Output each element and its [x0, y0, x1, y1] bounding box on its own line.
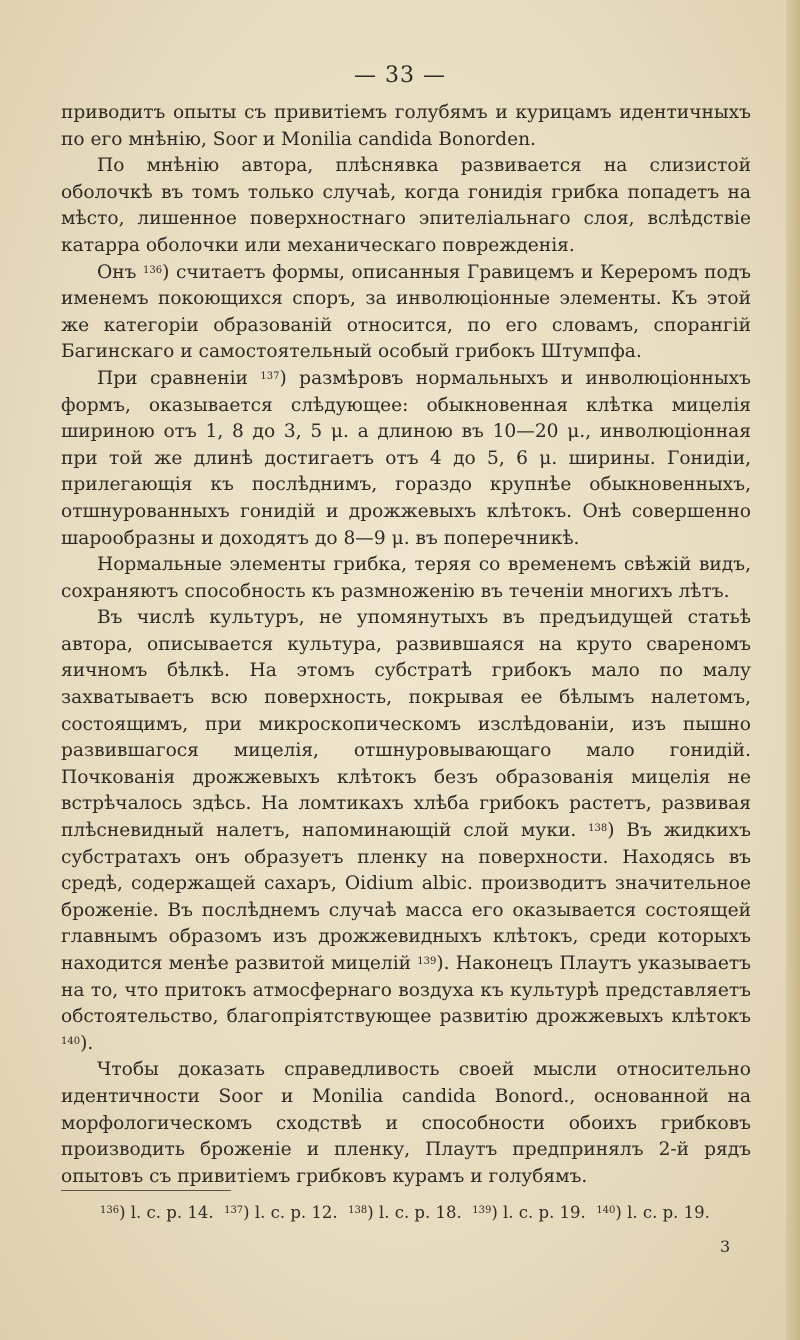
- footnote-ref-139: 139: [417, 956, 437, 967]
- footnote-137-text: ) l. c. p. 12.: [243, 1203, 338, 1222]
- page-number: — 33 —: [354, 63, 446, 88]
- footnote-138-text: ) l. c. p. 18.: [367, 1203, 462, 1222]
- footnote-137: [224, 1203, 338, 1222]
- footnotes: [100, 1202, 760, 1224]
- footnote-140: [596, 1203, 710, 1222]
- paragraph-3-text: считаетъ формы, описанныя Гравицемъ и Кереромъ подъ именемъ покоющихся споръ, за инволюціонные элементы. Къ этой же категоріи образованій относится, по его словамъ, спорангій Багинскаго и самостоятельный особый грибокъ Штумпфа.: [61, 261, 751, 363]
- paragraph-6-continuation: Въ жидкихъ субстратахъ онъ образуетъ пленку на поверхности. Находясь въ средѣ, содержащей сахаръ, Oidium albic. производитъ значительное броженіе. Въ послѣднемъ случаѣ масса его оказывается состоящей главнымъ образомъ изъ дрожжевидныхъ клѣтокъ, среди которыхъ находится менѣе развитой мицелій: [61, 820, 751, 974]
- footnote-136-number: 136: [100, 1205, 120, 1216]
- paragraph-4-lead: При сравненіи: [97, 367, 248, 389]
- footnote-ref-138: 138: [588, 823, 608, 835]
- footnote-136: [100, 1203, 214, 1222]
- printer-signature-mark: 3: [720, 1237, 731, 1256]
- body-text: [61, 100, 751, 1190]
- paragraph-4: При сравненіи $^{137}$) размѣровъ нормальныхъ и инволюціонныхъ формъ, оказывается слѣдующее: обыкновенная клѣтка мицелія шириною отъ 1, 8 до 3, 5 μ. а длиною въ 10—20 μ., инволюціонная при той же длинѣ достигаетъ отъ 4 до 5, 6 μ. ширины. Гонидіи, прилегающія къ послѣднимъ, гораздо крупнѣе обыкновенныхъ, отшнурованныхъ гонидій и дрожжевыхъ клѣтокъ. Онѣ совершенно шарообразны и доходятъ до 8—9 μ. въ поперечникѣ.: [61, 367, 751, 549]
- footnote-138-number: 138: [348, 1205, 368, 1216]
- footnote-ref-136: 136: [143, 264, 163, 276]
- paragraph-7: Чтобы доказать справедливость своей мысли относительно идентичности Soor и Moniliа candida Bonord., основанной на морфологическомъ сходствѣ и способности обоихъ грибковъ производить броженіе и пленку, Плаутъ предпринялъ 2-й рядъ опытовъ съ привитіемъ грибковъ курамъ и голубямъ.: [61, 1059, 751, 1187]
- footnote-139-number: 139: [472, 1205, 492, 1216]
- footnote-136-text: ) l. c. p. 14.: [119, 1203, 214, 1222]
- paragraph-4-text: размѣровъ нормальныхъ и инволюціонныхъ формъ, оказывается слѣдующее: обыкновенная клѣтка мицелія шириною отъ 1, 8 до 3, 5 μ. а длиною въ 10—20 μ., инволюціонная при той же длинѣ достигаетъ отъ 4 до 5, 6 μ. ширины. Гонидіи, прилегающія къ послѣднимъ, гораздо крупнѣе обыкновенныхъ, отшнурованныхъ гонидій и дрожжевыхъ клѣтокъ. Онѣ совершенно шарообразны и доходятъ до 8—9 μ. въ поперечникѣ.: [61, 367, 751, 549]
- paragraph-2: По мнѣнію автора, плѣснявка развивается на слизистой оболочкѣ въ томъ только случаѣ, когда гонидія грибка попадетъ на мѣсто, лишенное поверхностнаго эпителіальнаго слоя, вслѣдствіе катарра оболочки или механическаго поврежденія.: [61, 155, 751, 256]
- footnote-140-text: ) l. c. p. 19.: [615, 1203, 710, 1222]
- footnote-139: [472, 1203, 586, 1222]
- paragraph-3: Онъ $^{136}$) считаетъ формы, описанныя Гравицемъ и Кереромъ подъ именемъ покоющихся споръ, за инволюціонные элементы. Къ этой же категоріи образованій относится, по его словамъ, спорангій Багинскаго и самостоятельный особый грибокъ Штумпфа.: [61, 261, 751, 363]
- paragraph-6: Въ числѣ культуръ, не упомянутыхъ въ предъидущей статьѣ автора, описывается культура, развившаяся на круто свареномъ яичномъ бѣлкѣ. На этомъ субстратѣ грибокъ мало по малу захватываетъ всю поверхность, покрывая ее бѣлымъ налетомъ, состоящимъ, при микроскопическомъ изслѣдованіи, изъ пышно развившагося мицелія, отшнуровывающаго мало гонидій. Почкованія дрожжевыхъ клѣтокъ безъ образованія мицелія не встрѣчалось здѣсь. На ломтикахъ хлѣба грибокъ растетъ, развивая плѣсневидный налетъ, напоминающій слой муки. $^{138}$) Въ жидкихъ субстратахъ онъ образуетъ пленку на поверхности. Находясь въ средѣ, содержащей сахаръ, Oidium albic. производитъ значительное броженіе. Въ послѣднемъ случаѣ масса его оказывается состоящей главнымъ образомъ изъ дрожжевидныхъ клѣтокъ, среди которыхъ находится менѣе развитой мицелій $^{139}$). Наконецъ Плаутъ указываетъ на то, что притокъ атмосфернаго воздуха къ культурѣ представляетъ обстоятельство, благопріятствующее развитію дрожжевыхъ клѣтокъ $^{140}$).: [61, 607, 751, 1054]
- footnote-ref-137: 137: [260, 370, 280, 382]
- footnote-138: [348, 1203, 462, 1222]
- page-edge-shadow: [786, 0, 800, 1340]
- paragraph-6-text: Въ числѣ культуръ, не упомянутыхъ въ предъидущей статьѣ автора, описывается культура, развившаяся на круто свареномъ яичномъ бѣлкѣ. На этомъ субстратѣ грибокъ мало по малу захватываетъ всю поверхность, покрывая ее бѣлымъ налетомъ, состоящимъ, при микроскопическомъ изслѣдованіи, изъ пышно развившагося мицелія, отшнуровывающаго мало гонидій. Почкованія дрожжевыхъ клѣтокъ безъ образованія мицелія не встрѣчалось здѣсь. На ломтикахъ хлѣба грибокъ растетъ, развивая плѣсневидный налетъ, напоминающій слой муки.: [61, 607, 751, 842]
- footnote-137-number: 137: [224, 1205, 244, 1216]
- footnote-divider: [61, 1190, 231, 1191]
- paragraph-1: приводитъ опыты съ привитіемъ голубямъ и курицамъ идентичныхъ по его мнѣнію, Soor и Moniliа candida Bonorden.: [61, 102, 751, 150]
- footnote-140-number: 140: [596, 1205, 616, 1216]
- paragraph-6-end: Наконецъ Плаутъ указываетъ на то, что притокъ атмосфернаго воздуха къ культурѣ представляетъ обстоятельство, благопріятствующее развитію дрожжевыхъ клѣтокъ: [61, 953, 751, 1028]
- paragraph-3-lead: Онъ: [97, 261, 137, 283]
- footnote-139-text: ) l. c. p. 19.: [491, 1203, 586, 1222]
- footnote-ref-140: 140: [61, 1035, 81, 1047]
- paragraph-5: Нормальные элементы грибка, теряя со временемъ свѣжій видъ, сохраняютъ способность къ размноженію въ теченіи многихъ лѣтъ.: [61, 554, 751, 602]
